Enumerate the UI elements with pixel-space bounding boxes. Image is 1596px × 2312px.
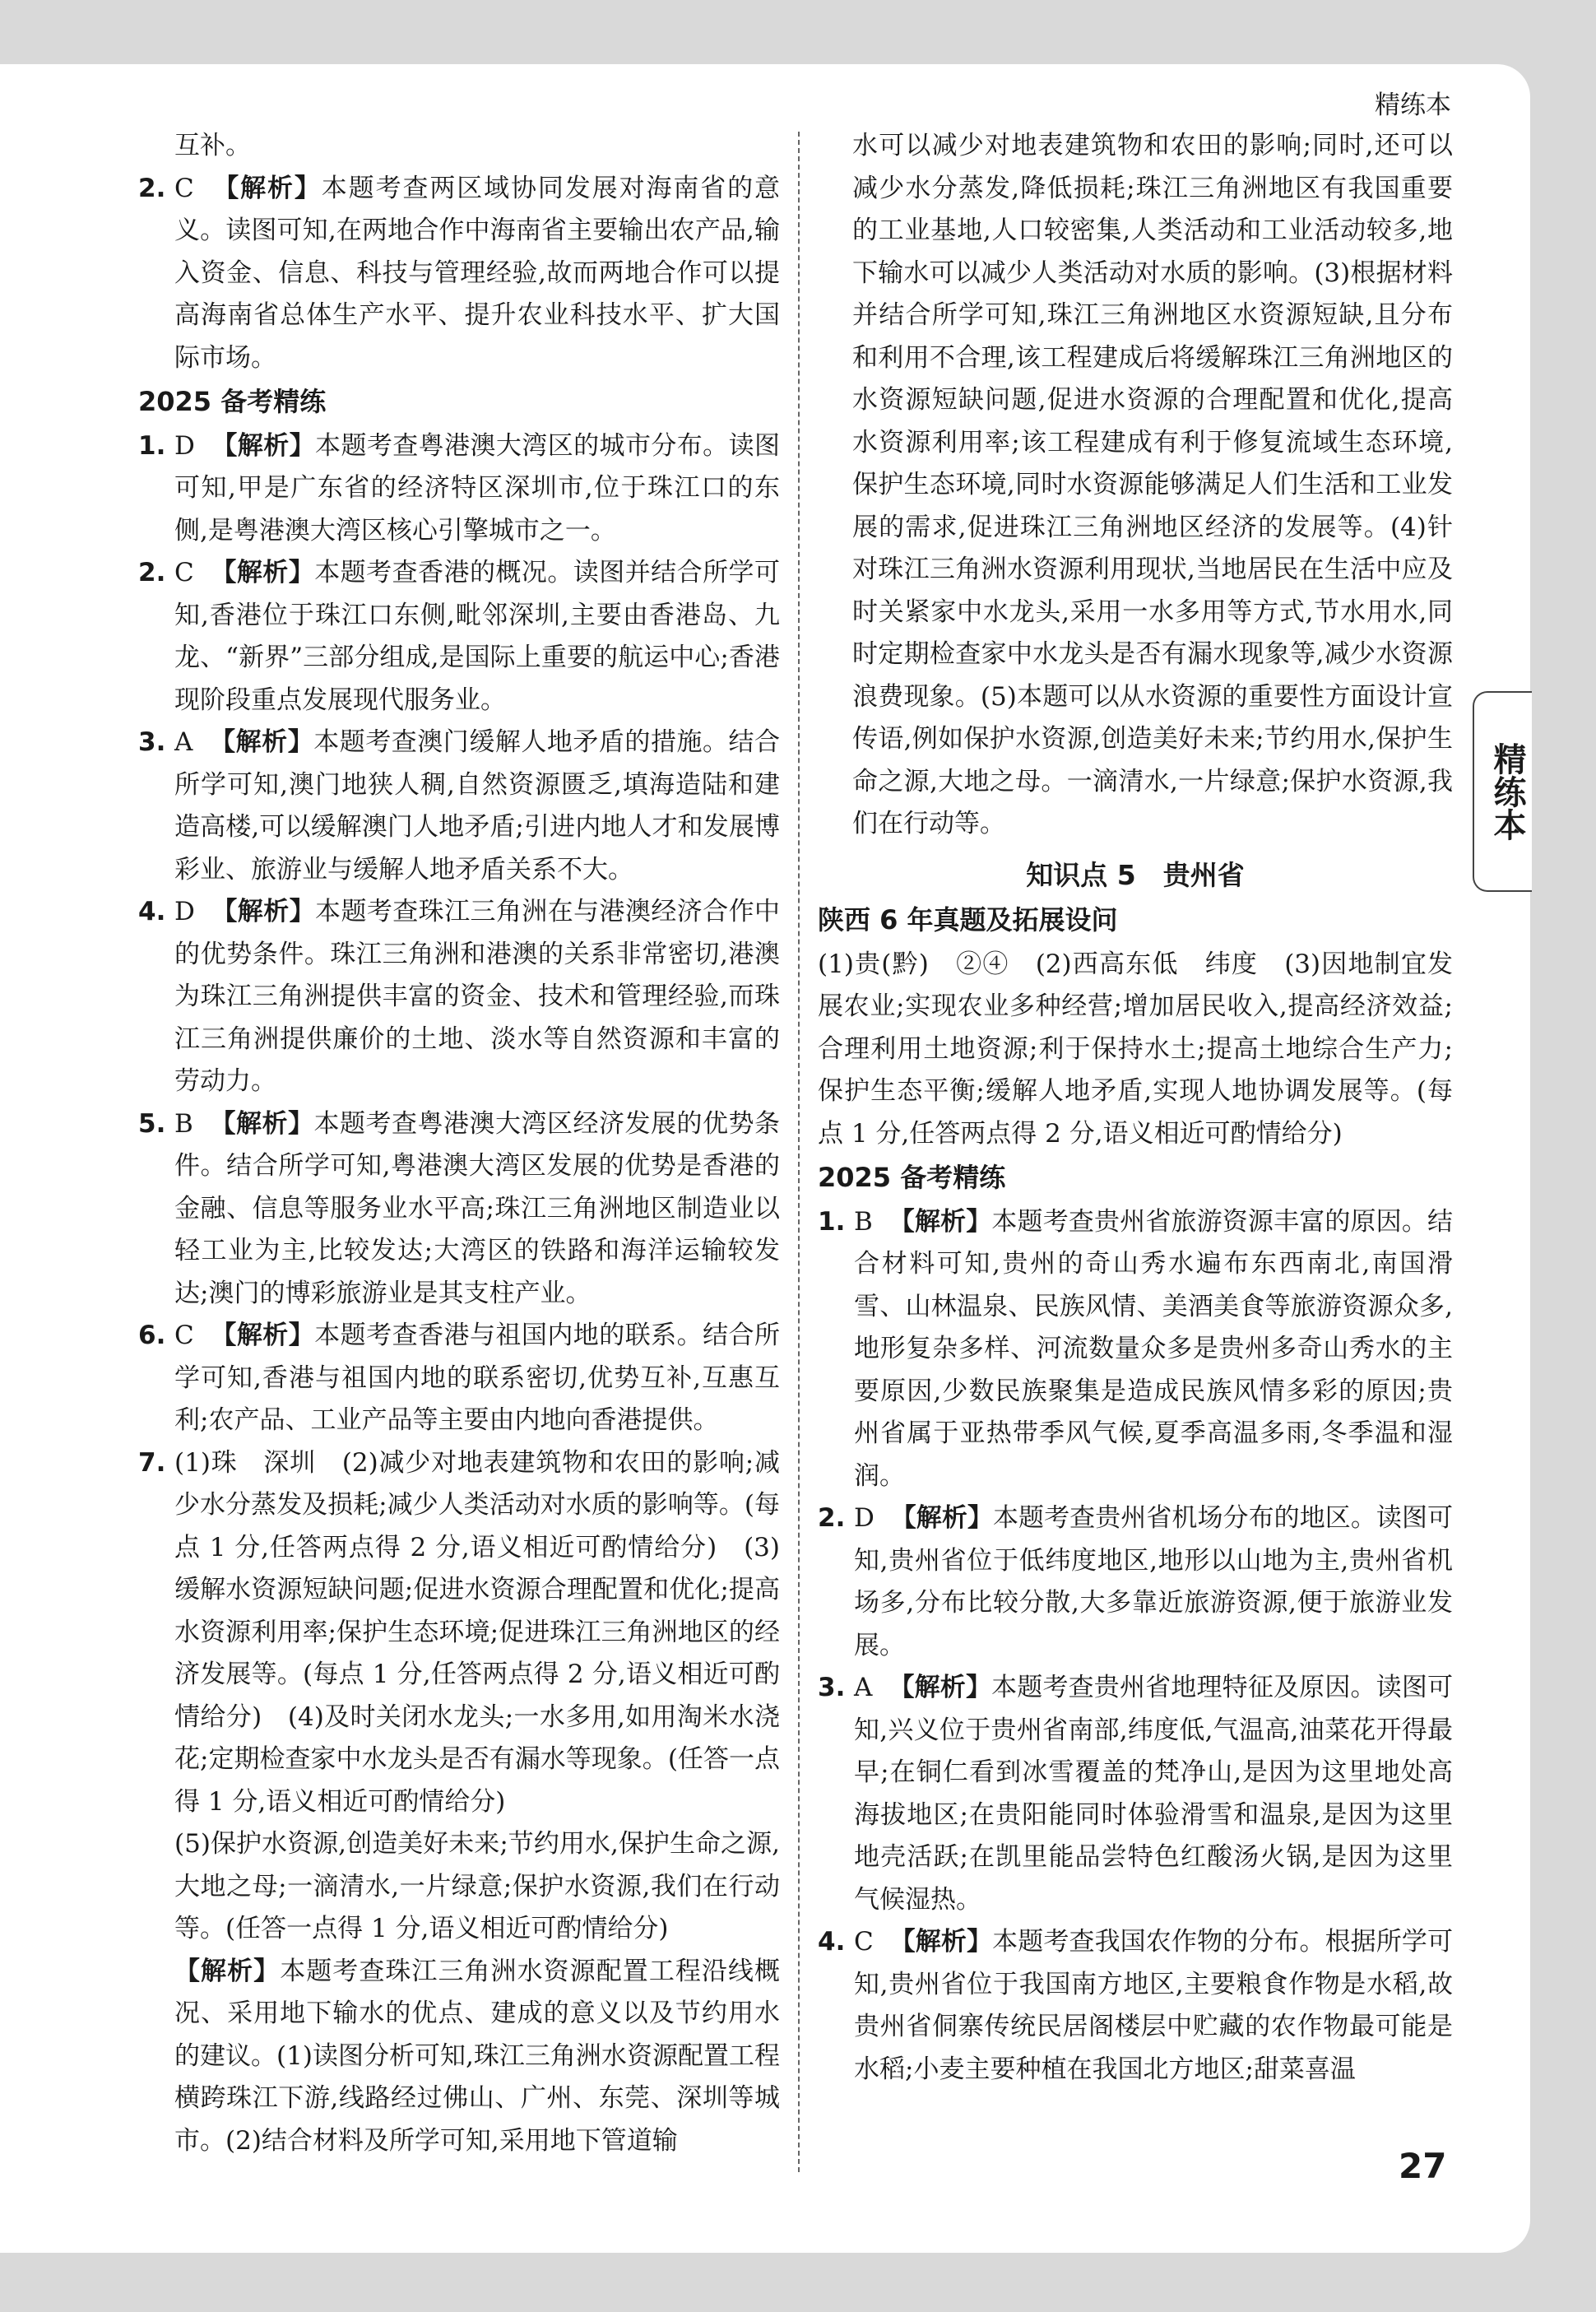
analysis-tag: 【解析】 bbox=[210, 727, 314, 757]
item-number: 3. bbox=[818, 1673, 846, 1702]
item-answer: C bbox=[174, 558, 194, 587]
analysis-tag: 【解析】 bbox=[211, 558, 315, 587]
paragraph: 水可以减少对地表建筑物和农田的影响;同时,还可以减少水分蒸发,降低损耗;珠江三角洲地区有我国重要的工业基地,人口较密集,人类活动和工业活动较多,地下输水可以减少人类活动对水质的影响。(3)根据材料并结合所学可知,珠江三角洲地区水资源短缺,且分布和利用不合理,该工程建成后将缓解珠江三角洲地区的水资源短缺问题,促进水资源的合理配置和优化,提高水资源利用率;该工程建成有利于修复流域生态环境,保护生态环境,同时水资源能够满足人们生活和工业发展的需求,促进珠江三角洲地区经济的发展等。(4)针对珠江三角洲水资源利用现状,当地居民在生活中应及时关紧家中水龙头,采用一水多用等方式,节水用水,同时定期检查家中水龙头是否有漏水现象等,减少水资源浪费现象。(5)本题可以从水资源的重要性方面设计宣传语,例如保护水资源,创造美好未来;节约用水,保护生命之源,大地之母。一滴清水,一片绿意;保护水资源,我们在行动等。 bbox=[852, 131, 1453, 838]
item-number: 1. bbox=[818, 1206, 846, 1237]
item-number: 1. bbox=[138, 430, 166, 461]
paragraph: (5)保护水资源,创造美好未来;节约用水,保护生命之源,大地之母;一滴清水,一片绿意;保护水资源,我们在行动等。(任答一点得 1 分,语义相近可酌情给分) bbox=[174, 1829, 780, 1943]
answer-item-1 bbox=[818, 1201, 1453, 1498]
right-column bbox=[818, 125, 1453, 2091]
section-heading: 2025 备考精练 bbox=[138, 386, 327, 417]
analysis-tag: 【解析】 bbox=[888, 1673, 992, 1702]
item-number: 3. bbox=[138, 727, 166, 757]
item-number: 2. bbox=[138, 558, 166, 587]
answer-item-3 bbox=[138, 722, 780, 891]
answer-item-4 bbox=[818, 1921, 1453, 2091]
analysis-tag: 【解析】 bbox=[210, 1108, 314, 1139]
analysis-tag: 【解析】 bbox=[889, 1927, 993, 1957]
item-answer: B bbox=[854, 1206, 873, 1237]
left-column bbox=[138, 125, 780, 2162]
analysis-tag: 【解析】 bbox=[174, 1956, 281, 1986]
item-answer: C bbox=[174, 1321, 194, 1350]
column-divider bbox=[798, 132, 800, 2172]
item-text: 本题考查贵州省机场分布的地区。读图可知,贵州省位于低纬度地区,地形以山地为主,贵州省机场多,分布比较分散,大多靠近旅游资源,便于旅游业发展。 bbox=[854, 1503, 1454, 1660]
item-answer: D bbox=[174, 897, 195, 926]
item-number: 4. bbox=[138, 897, 166, 926]
analysis-tag: 【解析】 bbox=[211, 1321, 315, 1350]
item-answer: D bbox=[174, 430, 195, 461]
answer-item-2 bbox=[138, 168, 780, 380]
section-heading: 陕西 6 年真题及拓展设问 bbox=[818, 904, 1118, 935]
item-answer: D bbox=[854, 1503, 875, 1533]
side-tab bbox=[1473, 691, 1532, 892]
answer-item-6 bbox=[138, 1315, 780, 1442]
item-text: 本题考查珠江三角洲在与港澳经济合作中的优势条件。珠江三角洲和港澳的关系非常密切,港澳为珠江三角洲提供丰富的资金、技术和管理经验,而珠江三角洲提供廉价的土地、淡水等自然资源和丰富的劳动力。 bbox=[174, 897, 780, 1096]
item-answer: A bbox=[174, 727, 193, 757]
item-text: 本题考查香港与祖国内地的联系。结合所学可知,香港与祖国内地的联系密切,优势互补,互惠互利;农产品、工业产品等主要由内地向香港提供。 bbox=[174, 1321, 781, 1435]
item-number: 6. bbox=[138, 1321, 166, 1350]
analysis-tag: 【解析】 bbox=[890, 1503, 993, 1533]
item-number: 5. bbox=[138, 1108, 166, 1139]
answer-item-5 bbox=[138, 1103, 780, 1316]
analysis-tag: 【解析】 bbox=[211, 897, 316, 926]
analysis-paragraph bbox=[138, 1951, 780, 2163]
knowledge-point-title: 知识点 5 贵州省 bbox=[1026, 858, 1245, 891]
item-text: 本题考查贵州省旅游资源丰富的原因。结合材料可知,贵州的奇山秀水遍布东西南北,南国滑雪、山林温泉、民族风情、美酒美食等旅游资源众多,地形复杂多样、河流数量众多是贵州多奇山秀水的主要原因,少数民族聚集是造成民族风情多彩的原因;贵州省属于亚热带季风气候,夏季高温多雨,冬季温和湿润。 bbox=[854, 1206, 1453, 1491]
item-number: 4. bbox=[818, 1927, 846, 1957]
item-text: 本题考查贵州省地理特征及原因。读图可知,兴义位于贵州省南部,纬度低,气温高,油菜花开得最早;在铜仁看到冰雪覆盖的梵净山,是因为这里地处高海拔地区;在贵阳能同时体验滑雪和温泉,是因为这里地壳活跃;在凯里能品尝特色红酸汤火锅,是因为这里气候湿热。 bbox=[854, 1673, 1453, 1915]
item-number: 2. bbox=[138, 173, 166, 203]
item-answer: C bbox=[854, 1927, 874, 1957]
item-answer: B bbox=[174, 1108, 193, 1139]
header-label: 精练本 bbox=[1375, 91, 1451, 120]
answer-item-1 bbox=[138, 425, 780, 553]
item-text: 本题考查粤港澳大湾区的城市分布。读图可知,甲是广东省的经济特区深圳市,位于珠江口的东侧,是粤港澳大湾区核心引擎城市之一。 bbox=[174, 430, 780, 546]
page-number: 27 bbox=[1399, 2146, 1447, 2186]
item-number: 7. bbox=[138, 1447, 166, 1478]
answer-item-2 bbox=[138, 552, 780, 722]
answer-item-7 bbox=[138, 1442, 780, 1824]
analysis-text: 本题考查珠江三角洲水资源配置工程沿线概况、采用地下输水的优点、建成的意义以及节约用水的建议。(1)读图分析可知,珠江三角洲水资源配置工程横跨珠江下游,线路经过佛山、广州、东莞、深圳等城市。(2)结合材料及所学可知,采用地下管道输 bbox=[174, 1956, 781, 2156]
analysis-tag: 【解析】 bbox=[211, 430, 316, 461]
paragraph: 互补。 bbox=[174, 131, 251, 160]
item-answer: C bbox=[174, 173, 194, 203]
answer-item-3 bbox=[818, 1667, 1453, 1921]
section-heading: 2025 备考精练 bbox=[818, 1162, 1006, 1193]
item-answer: A bbox=[854, 1673, 873, 1702]
paragraph: (1)贵(黔) ②④ (2)西高东低 纬度 (3)因地制宜发展农业;实现农业多种经营;增加居民收入,提高经济效益;合理利用土地资源;利于保持水土;提高土地综合生产力;保护生态平衡;缓解人地矛盾,实现人地协调发展等。(每点 1 分,任答两点得 2 分,语义相近可酌情给分) bbox=[818, 949, 1453, 1149]
item-text: (1)珠 深圳 (2)减少对地表建筑物和农田的影响;减少水分蒸发及损耗;减少人类活动对水质的影响等。(每点 1 分,任答两点得 2 分,语义相近可酌情给分) (3)缓解水资源短缺问题;促进水资源合理配置和优化;提高水资源利用率;保护生态环境;促进珠江三角洲地区的经济发展等。(每点 1 分,任答两点得 2 分,语义相近可酌情给分) (4)及时关闭水龙头;一水多用,如用淘米水浇花;定期检查家中水龙头是否有漏水等现象。(任答一点得 1 分,语义相近可酌情给分) bbox=[174, 1447, 780, 1817]
item-text: 本题考查我国农作物的分布。根据所学可知,贵州省位于我国南方地区,主要粮食作物是水稻,故贵州省侗寨传统民居阁楼层中贮藏的农作物最可能是水稻;小麦主要种植在我国北方地区;甜菜喜温 bbox=[854, 1927, 1454, 2084]
analysis-tag: 【解析】 bbox=[213, 173, 322, 203]
item-number: 2. bbox=[818, 1503, 846, 1533]
item-text: 本题考查澳门缓解人地矛盾的措施。结合所学可知,澳门地狭人稠,自然资源匮乏,填海造陆和建造高楼,可以缓解澳门人地矛盾;引进内地人才和发展博彩业、旅游业与缓解人地矛盾关系不大。 bbox=[174, 727, 781, 884]
item-text: 本题考查香港的概况。读图并结合所学可知,香港位于珠江口东侧,毗邻深圳,主要由香港岛、九龙、“新界”三部分组成,是国际上重要的航运中心;香港现阶段重点发展现代服务业。 bbox=[174, 558, 781, 715]
item-text: 本题考查两区域协同发展对海南省的意义。读图可知,在两地合作中海南省主要输出农产品,输入资金、信息、科技与管理经验,故而两地合作可以提高海南省总体生产水平、提升农业科技水平、扩大国际市场。 bbox=[174, 173, 781, 373]
item-text: 本题考查粤港澳大湾区经济发展的优势条件。结合所学可知,粤港澳大湾区发展的优势是香港的金融、信息等服务业水平高;珠江三角洲地区制造业以轻工业为主,比较发达;大湾区的铁路和海洋运输较发达;澳门的博彩旅游业是其支柱产业。 bbox=[174, 1108, 780, 1308]
answer-item-2 bbox=[818, 1497, 1453, 1667]
answer-item-4 bbox=[138, 891, 780, 1103]
analysis-tag: 【解析】 bbox=[888, 1206, 992, 1237]
side-tab-label: 精练本 bbox=[1488, 742, 1526, 841]
